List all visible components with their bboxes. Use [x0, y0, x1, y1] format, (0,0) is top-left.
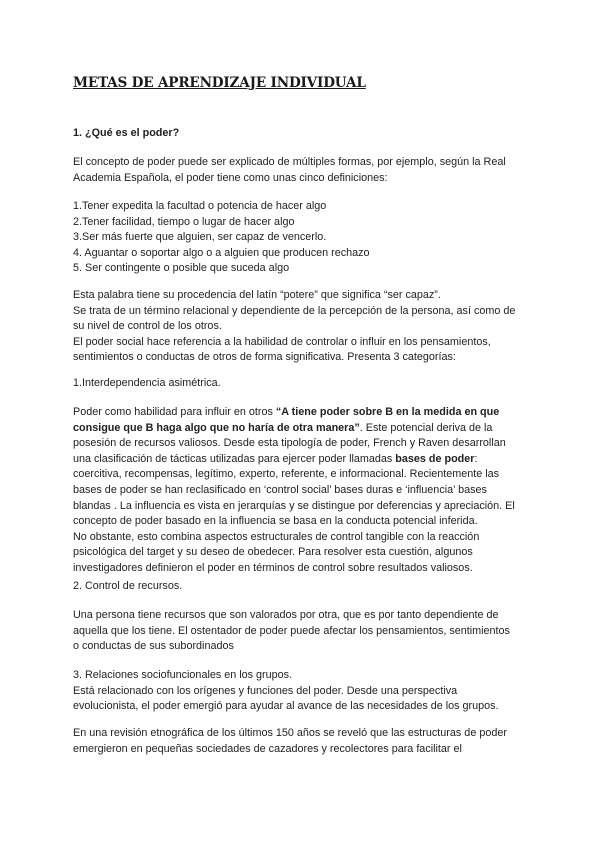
section-heading: 1. ¿Qué es el poder?	[73, 127, 180, 139]
paragraph-line: o conductas de sus subordinados	[73, 640, 234, 653]
paragraph-line: El poder social hace referencia a la habilidad de controlar o influir en los pensamientos,	[73, 335, 491, 348]
paragraph-line	[73, 405, 533, 421]
final-paragraph	[73, 726, 533, 757]
paragraph-line: aquella que los tiene. El ostentador de poder puede afectar los pensamientos, sentimientos	[73, 624, 510, 637]
paragraph-line: bases de poder se han reclasificado en ‘control social’ bases duras e ‘influencia’ bases	[73, 483, 487, 496]
paragraph-line: No obstante, esto combina aspectos estructurales de control tangible con la reacción	[73, 530, 480, 543]
list-item: 5. Ser contingente o posible que suceda algo	[73, 262, 290, 275]
quote-text: consigue que B haga algo que no haría de otra manera”	[73, 421, 360, 434]
paragraph-line: emergieron en pequeñas sociedades de cazadores y recolectores para facilitar el	[73, 742, 462, 755]
document-title: METAS DE APRENDIZAJE INDIVIDUAL	[73, 75, 366, 91]
paragraph-line: Está relacionado con los orígenes y funciones del poder. Desde una perspectiva	[73, 684, 458, 697]
text-run: :	[474, 452, 478, 465]
paragraph-line: 1.Interdependencia asimétrica.	[73, 377, 221, 389]
paragraph-line: Esta palabra tiene su procedencia del latín “potere” que significa “ser capaz”.	[73, 289, 441, 301]
paragraph-line: En una revisión etnográfica de los últimos 150 años se reveló que las estructuras de poder	[73, 727, 507, 739]
paragraph-line: investigadores definieron el poder en términos de control sobre resultados valiosos.	[73, 561, 473, 574]
paragraph-line: 3. Relaciones sociofuncionales en los grupos.	[73, 669, 293, 681]
category-2-paragraph	[73, 608, 533, 655]
intro-paragraph	[73, 155, 533, 186]
text-run: Poder como habilidad para influir en otros	[73, 406, 276, 418]
text-run: . Este potencial deriva de la	[359, 421, 493, 434]
text-run: una clasificación de tácticas utilizadas para ejercer poder llamadas	[73, 452, 396, 465]
list-item: 4. Aguantar o soportar algo o a alguien que producen rechazo	[73, 246, 370, 259]
paragraph-line	[73, 421, 533, 437]
paragraph-line: evolucionista, el poder emergió para ayudar al avance de las necesidades de los grupos.	[73, 700, 499, 713]
paragraph-line: Se trata de un término relacional y dependiente de la percepción de la persona, así como de	[73, 304, 516, 317]
category-1-heading	[73, 376, 533, 392]
origin-paragraph	[73, 288, 533, 366]
category-2-heading	[73, 579, 533, 595]
paragraph-line: blandas . La influencia es vista en jerarquías y se distingue por deferencias y apreciación. El	[73, 499, 515, 512]
paragraph-line: 2. Control de recursos.	[73, 580, 183, 592]
paragraph-line: su nivel de control de los otros.	[73, 320, 222, 333]
category-1-paragraph	[73, 405, 533, 577]
paragraph-line: sentimientos o conductas de otros de forma significativa. Presenta 3 categorías:	[73, 351, 456, 364]
quote-text: “A tiene poder sobre B en la medida en que	[275, 406, 500, 418]
paragraph-line	[73, 452, 533, 468]
list-item: 2.Tener facilidad, tiempo o lugar de hacer algo	[73, 215, 295, 228]
bold-term: bases de poder	[395, 452, 475, 465]
definitions-list	[73, 199, 533, 277]
category-3-paragraph	[73, 668, 533, 715]
paragraph-line: El concepto de poder puede ser explicado de múltiples formas, por ejemplo, según la Real	[73, 156, 506, 168]
paragraph-line: psicológica del target y su deseo de obedecer. Para resolver esta cuestión, algunos	[73, 546, 473, 559]
paragraph-line: posesión de recursos valiosos. Desde esta tipología de poder, French y Raven desarrollan	[73, 437, 506, 450]
paragraph-line: Una persona tiene recursos que son valorados por otra, que es por tanto dependiente de	[73, 609, 499, 621]
paragraph-line: Academia Española, el poder tiene como unas cinco definiciones:	[73, 171, 388, 184]
paragraph-line: coercitiva, recompensas, legítimo, experto, referente, e informacional. Recientemente las	[73, 468, 500, 481]
list-item: 3.Ser más fuerte que alguien, ser capaz de vencerlo.	[73, 231, 327, 244]
list-item: 1.Tener expedita la facultad o potencia de hacer algo	[73, 200, 327, 212]
paragraph-line: concepto de poder basado en la influencia se basa en la conducta potencial inferida.	[73, 515, 478, 528]
